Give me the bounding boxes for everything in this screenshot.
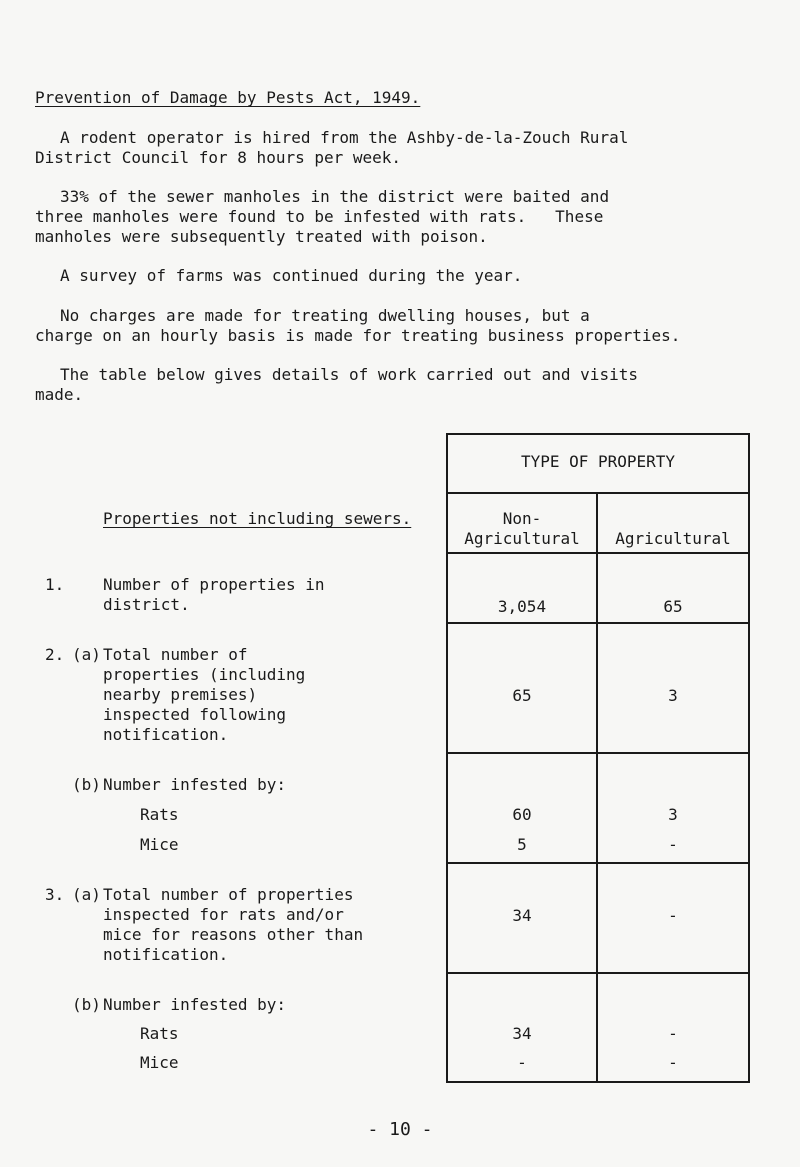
- paragraph-2-line-3: manholes were subsequently treated with poison.: [35, 227, 488, 246]
- paragraph-2-line-1: 33% of the sewer manholes in the district were baited and: [60, 187, 610, 206]
- row-2b-rats-label: Rats: [140, 805, 179, 824]
- paragraph-5-line-2: made.: [35, 385, 84, 404]
- row-3b-sub: (b): [72, 995, 101, 1014]
- row-3b-rats-non-agricultural: 34: [512, 1024, 532, 1043]
- row-3b-mice-agricultural: -: [668, 1053, 678, 1072]
- row-2b-sub: (b): [72, 775, 101, 794]
- paragraph-5-line-1: The table below gives details of work carried out and visits: [60, 365, 638, 384]
- row-3b-mice-non-agricultural: -: [517, 1053, 527, 1072]
- non-agricultural-header-line-1: Non-: [502, 509, 542, 528]
- row-2b-mice-label: Mice: [140, 835, 179, 854]
- page-number: - 10 -: [367, 1119, 433, 1140]
- row-3a-label-line-2: inspected for rats and/or: [103, 905, 344, 924]
- row-2a-label-line-3: nearby premises): [103, 685, 258, 704]
- row-3b-mice-label: Mice: [140, 1053, 179, 1072]
- row-3a-non-agricultural: 34: [512, 906, 532, 925]
- row-3-number: 3.: [45, 885, 65, 904]
- paragraph-1-line-1: A rodent operator is hired from the Ashby-de-la-Zouch Rural: [60, 128, 629, 147]
- row-2b-mice-non-agricultural: 5: [517, 835, 527, 854]
- row-1-label-line-1: Number of properties in: [103, 575, 325, 594]
- paragraph-4-line-2: charge on an hourly basis is made for treating business properties.: [35, 326, 681, 345]
- row-2b-label: Number infested by:: [103, 775, 287, 794]
- row-2a-label-line-5: notification.: [103, 725, 229, 744]
- row-2a-label-line-4: inspected following: [103, 705, 287, 724]
- type-of-property-header: TYPE OF PROPERTY: [520, 452, 676, 471]
- row-2-number: 2.: [45, 645, 65, 664]
- row-2b-mice-agricultural: -: [668, 835, 678, 854]
- row-1-agricultural: 65: [663, 597, 683, 616]
- paragraph-1-line-2: District Council for 8 hours per week.: [35, 148, 402, 167]
- row-2b-rats-non-agricultural: 60: [512, 805, 532, 824]
- row-3a-label-line-3: mice for reasons other than: [103, 925, 364, 944]
- page-heading: Prevention of Damage by Pests Act, 1949.: [35, 88, 421, 107]
- row-1-number: 1.: [45, 575, 65, 594]
- row-2a-agricultural: 3: [668, 686, 678, 705]
- agricultural-header: Agricultural: [615, 529, 731, 548]
- non-agricultural-header-line-2: Agricultural: [464, 529, 580, 548]
- row-3b-rats-label: Rats: [140, 1024, 179, 1043]
- row-3a-label-line-1: Total number of properties: [103, 885, 354, 904]
- row-2b-rats-agricultural: 3: [668, 805, 678, 824]
- row-3b-rats-agricultural: -: [668, 1024, 678, 1043]
- row-3a-sub: (a): [72, 885, 101, 904]
- paragraph-2-line-2: three manholes were found to be infested with rats. These: [35, 207, 604, 226]
- row-1-label-line-2: district.: [103, 595, 190, 614]
- row-2a-sub: (a): [72, 645, 101, 664]
- row-2a-non-agricultural: 65: [512, 686, 532, 705]
- row-2a-label-line-2: properties (including: [103, 665, 306, 684]
- row-3a-label-line-4: notification.: [103, 945, 229, 964]
- row-3a-agricultural: -: [668, 906, 678, 925]
- row-2a-label-line-1: Total number of: [103, 645, 248, 664]
- paragraph-3-line-1: A survey of farms was continued during the year.: [60, 266, 523, 285]
- row-1-non-agricultural: 3,054: [497, 597, 547, 616]
- section-heading: Properties not including sewers.: [103, 509, 412, 528]
- row-3b-label: Number infested by:: [103, 995, 287, 1014]
- paragraph-4-line-1: No charges are made for treating dwelling houses, but a: [60, 306, 590, 325]
